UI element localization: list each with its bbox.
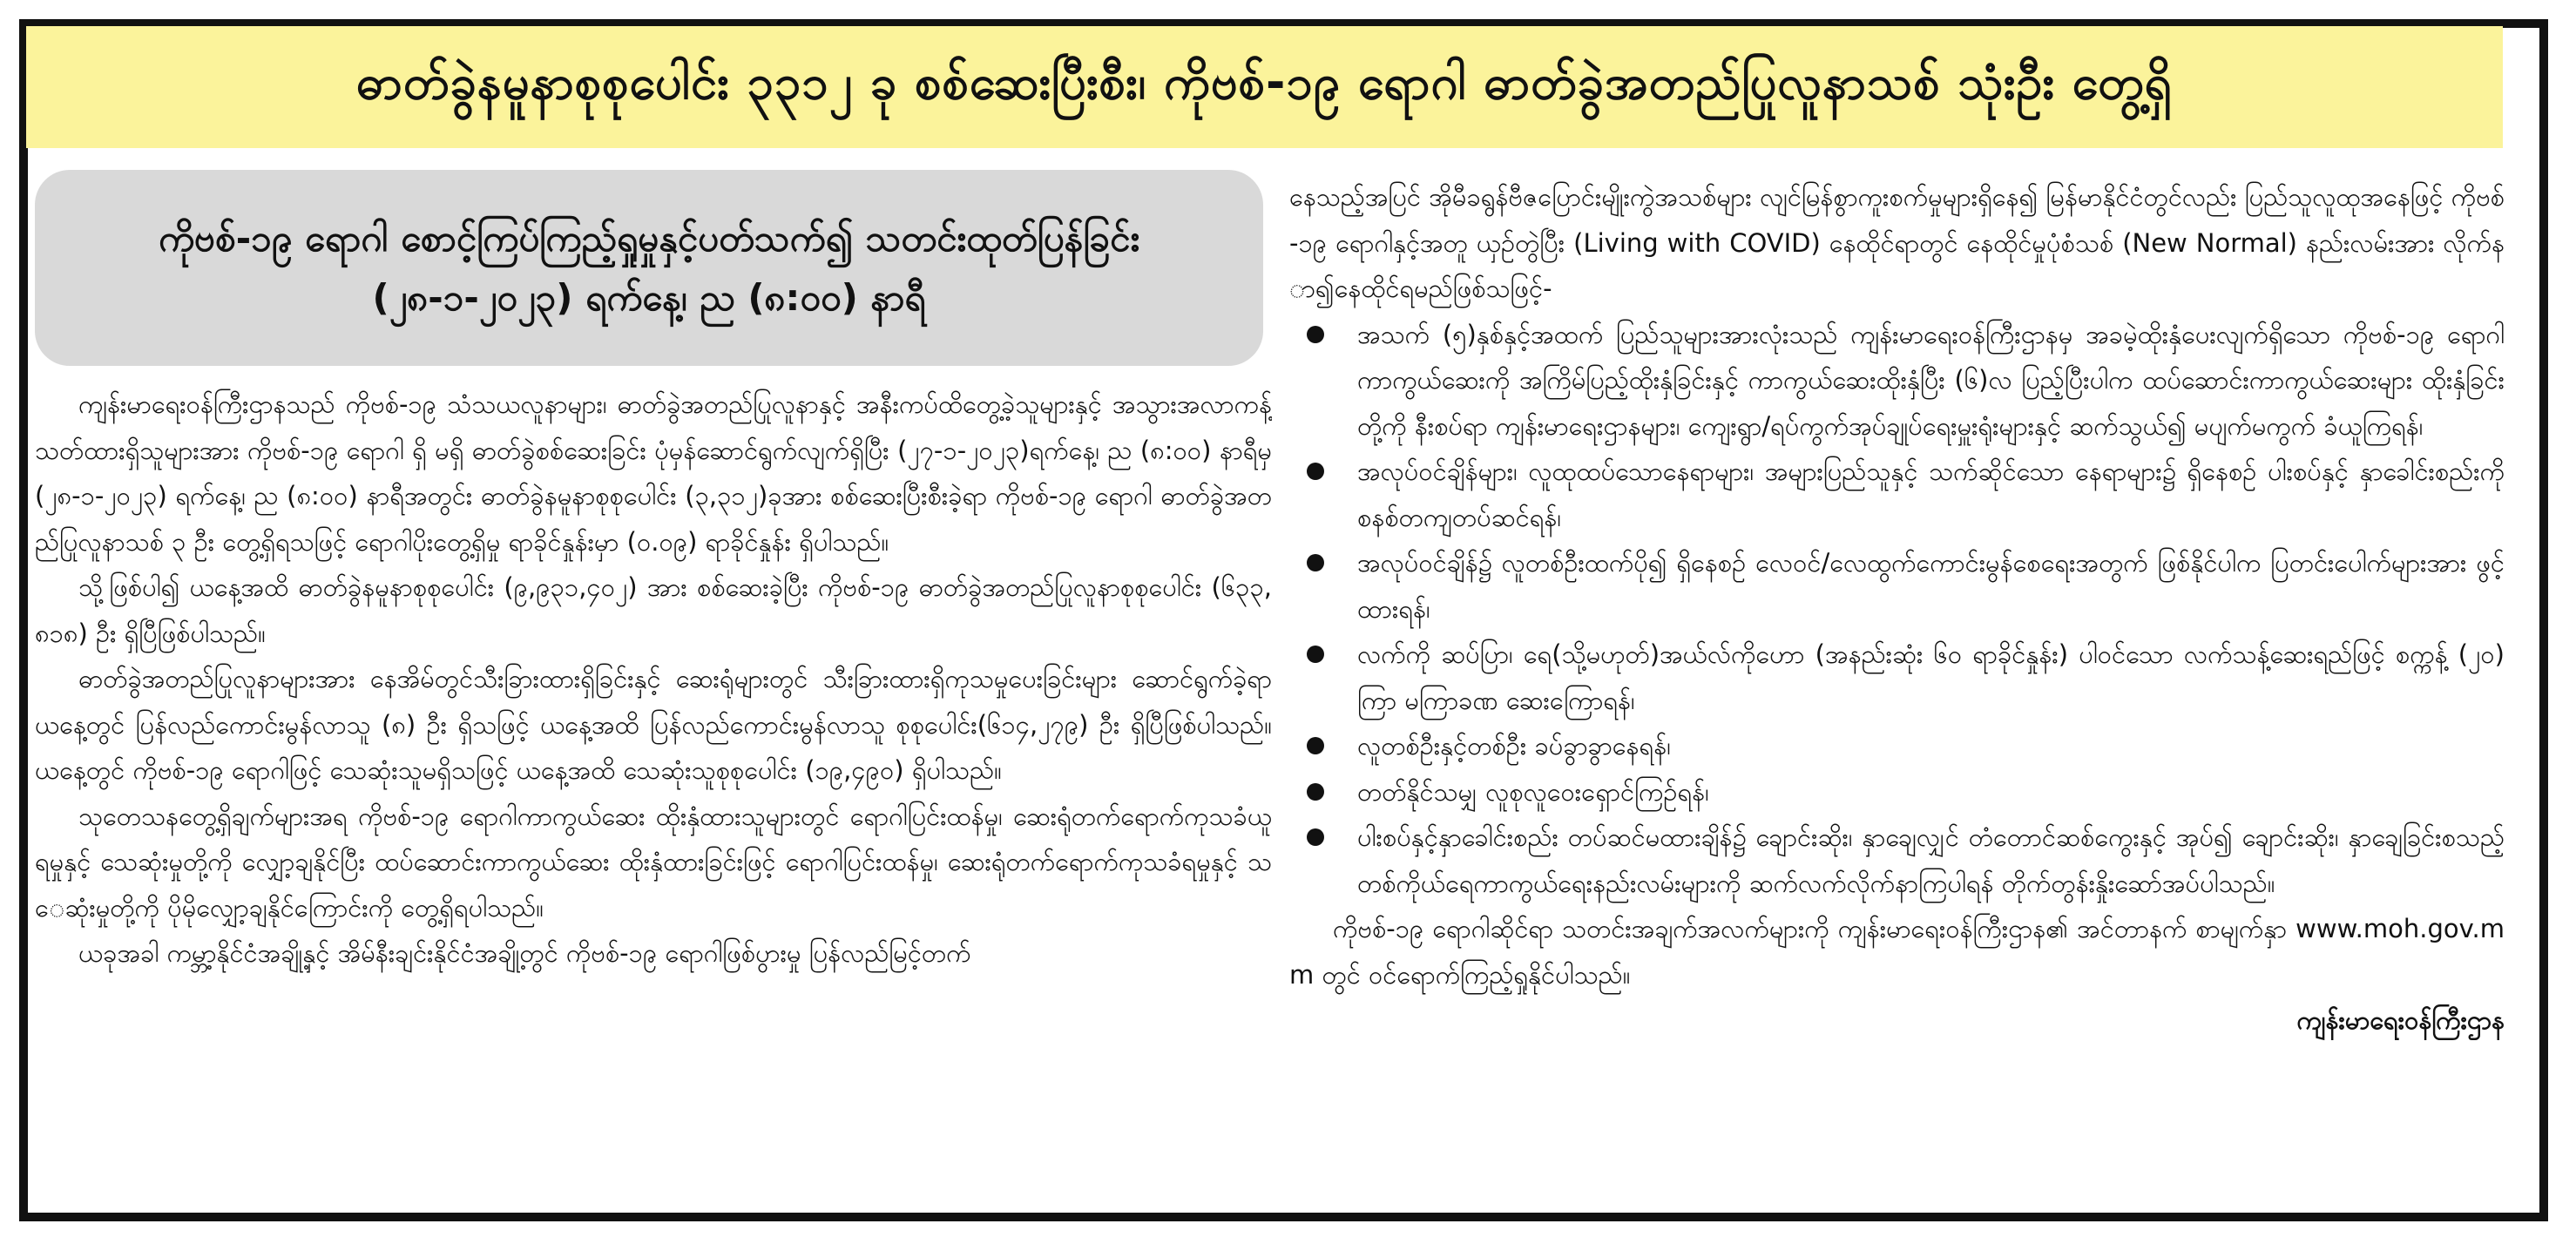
- guideline-list: [1289, 312, 2505, 907]
- signature-row: [1289, 997, 2505, 1044]
- bullet-icon: [1307, 783, 1324, 801]
- subheading-title: ကိုဗစ်-၁၉ ရောဂါ စောင့်ကြပ်ကြည့်ရှုမှုနှင့်ပတ်သက်၍ သတင်းထုတ်ပြန်ခြင်း: [159, 216, 1139, 260]
- headline-text: ဓာတ်ခွဲနမူနာစုစုပေါင်း ၃၃၁၂ ခု စစ်ဆေးပြီးစီး၊ ကိုဗစ်-၁၉ ရောဂါ ဓာတ်ခွဲအတည်ပြုလူနာသစ် သုံးဦး တွေ့ရှိ: [356, 54, 2173, 110]
- bullet-icon: [1307, 326, 1324, 343]
- list-item-text: ပါးစပ်နှင့်နှာခေါင်းစည်း တပ်ဆင်မထားချိန်၌ ချောင်းဆိုး၊ နှာချေလျှင် တံတောင်ဆစ်ကွေးနှင့် အုပ်၍ ချောင်းဆိုး၊ နှာချေခြင်းစသည့် တစ်ကိုယ်ရေကာကွယ်ရေးနည်းလမ်းများကို ဆက်လက်လိုက်နာကြပါရန် တိုက်တွန်းနှိုးဆော်အပ်ပါသည်။: [1357, 822, 2505, 898]
- paragraph-testing: ကျန်းမာရေးဝန်ကြီးဌာနသည် ကိုဗစ်-၁၉ သံသယလူနာများ၊ ဓာတ်ခွဲအတည်ပြုလူနာနှင့် အနီးကပ်ထိတွေ့ခဲ့သူများနှင့် အသွားအလာကန့်သတ်ထားရှိသူများအား ကိုဗစ်-၁၉ ရောဂါ ရှိ မရှိ ဓာတ်ခွဲစစ်ဆေးခြင်း ပုံမှန်ဆောင်ရွက်လျက်ရှိပြီး (၂၇-၁-၂၀၂၃)ရက်နေ့၊ ည (၈:၀၀) နာရီမှ (၂၈-၁-၂၀၂၃) ရက်နေ့၊ ည (၈:၀၀) နာရီအတွင်း ဓာတ်ခွဲနမူနာစုစုပေါင်း (၃,၃၁၂)ခုအား စစ်ဆေးပြီးစီးခဲ့ရာ ကိုဗစ်-၁၉ ရောဂါ ဓာတ်ခွဲအတည်ပြုလူနာသစ် ၃ ဦး တွေ့ရှိရသဖြင့် ရောဂါပိုးတွေ့ရှိမှု ရာခိုင်နှုန်းမှာ (၀.၀၉) ရာခိုင်နှုန်း ရှိပါသည်။: [35, 389, 1272, 557]
- list-item: [1289, 723, 2505, 769]
- list-item: [1289, 312, 2505, 450]
- bullet-icon: [1307, 463, 1324, 480]
- list-item-text: တတ်နိုင်သမျှ လူစုလူဝေးရှောင်ကြဉ်ရန်၊: [1357, 776, 1709, 807]
- paragraph-recoveries: ဓာတ်ခွဲအတည်ပြုလူနာများအား နေအိမ်တွင်သီးခြားထားရှိခြင်းနှင့် ဆေးရုံများတွင် သီးခြားထားရှိကုသမှုပေးခြင်းများ ဆောင်ရွက်ခဲ့ရာ ယနေ့တွင် ပြန်လည်ကောင်းမွန်လာသူ (၈) ဦး ရှိသဖြင့် ယနေ့အထိ ပြန်လည်ကောင်းမွန်လာသူ စုစုပေါင်း(၆၁၄,၂၇၉) ဦး ရှိပြီဖြစ်ပါသည်။ ယနေ့တွင် ကိုဗစ်-၁၉ ရောဂါဖြင့် သေဆုံးသူမရှိသဖြင့် ယနေ့အထိ သေဆုံးသူစုစုပေါင်း (၁၉,၄၉၀) ရှိပါသည်။: [35, 664, 1272, 785]
- list-item: [1289, 632, 2505, 723]
- list-item-text: အလုပ်ဝင်ချိန်၌ လူတစ်ဦးထက်ပို၍ ရှိနေစဉ် လေဝင်/လေထွက်ကောင်းမွန်စေရေးအတွက် ဖြစ်နိုင်ပါက ပြတင်းပေါက်များအား ဖွင့်ထားရန်၊: [1357, 548, 2505, 624]
- subheading-date: (၂၈-၁-၂၀၂၃) ရက်နေ့၊ ည (၈:၀၀) နာရီ: [372, 275, 926, 319]
- left-column: [35, 170, 1272, 1172]
- bullet-icon: [1307, 554, 1324, 571]
- signature: ကျန်းမာရေးဝန်ကြီးဌာန: [2296, 1005, 2505, 1035]
- list-item-text: လူတစ်ဦးနှင့်တစ်ဦး ခပ်ခွာခွာနေရန်၊: [1357, 731, 1671, 761]
- list-item: [1289, 769, 2505, 815]
- subheading-box: [35, 170, 1263, 366]
- paragraph-global: ယခုအခါ ကမ္ဘာ့နိုင်ငံအချို့နှင့် အိမ်နီးချင်းနိုင်ငံအချို့တွင် ကိုဗစ်-၁၉ ရောဂါဖြစ်ပွားမှု ပြန်လည်မြင့်တက်: [78, 938, 971, 968]
- paragraph-totals: သို့ဖြစ်ပါ၍ ယနေ့အထိ ဓာတ်ခွဲနမူနာစုစုပေါင်း (၉,၉၃၁,၄၀၂) အား စစ်ဆေးခဲ့ပြီး ကိုဗစ်-၁၉ ဓာတ်ခွဲအတည်ပြုလူနာစုစုပေါင်း (၆၃၃,၈၁၈) ဦး ရှိပြီဖြစ်ပါသည်။: [35, 572, 1272, 648]
- headline-banner: [26, 26, 2503, 148]
- left-body: [35, 382, 1272, 977]
- paragraph-continuation: နေသည့်အပြင် အိုမီခရွန်ဗီဇပြောင်းမျိုးကွဲအသစ်များ လျင်မြန်စွာကူးစက်မှုများရှိနေ၍ မြန်မာနိုင်ငံတွင်လည်း ပြည်သူလူထုအနေဖြင့် ကိုဗစ်-၁၉ ရောဂါနှင့်အတူ ယှဉ်တွဲပြီး (Living with COVID) နေထိုင်ရာတွင် နေထိုင်မှုပုံစံသစ် (New Normal) နည်းလမ်းအား လိုက်နာ၍နေထိုင်ရမည်ဖြစ်သဖြင့်-: [1289, 182, 2505, 303]
- list-item-text: အသက် (၅)နှစ်နှင့်အထက် ပြည်သူများအားလုံးသည် ကျန်းမာရေးဝန်ကြီးဌာနမှ အခမဲ့ထိုးနှံပေးလျက်ရှိသော ကိုဗစ်-၁၉ ရောဂါ ကာကွယ်ဆေးကို အကြိမ်ပြည့်ထိုးနှံခြင်းနှင့် ကာကွယ်ဆေးထိုးနှံပြီး (၆)လ ပြည့်ပြီးပါက ထပ်ဆောင်းကာကွယ်ဆေးများ ထိုးနှံခြင်းတို့ကို နီးစပ်ရာ ကျန်းမာရေးဌာနများ၊ ကျေးရွာ/ရပ်ကွက်အုပ်ချုပ်ရေးမှူးရုံးများနှင့် ဆက်သွယ်၍ မပျက်မကွက် ခံယူကြရန်၊: [1357, 319, 2505, 441]
- list-item-text: အလုပ်ဝင်ချိန်များ၊ လူထုထပ်သောနေရာများ၊ အများပြည်သူနှင့် သက်ဆိုင်သော နေရာများ၌ ရှိနေစဉ် ပါးစပ်နှင့် နှာခေါင်းစည်းကို စနစ်တကျတပ်ဆင်ရန်၊: [1357, 456, 2505, 532]
- bullet-icon: [1307, 828, 1324, 846]
- bullet-icon: [1307, 737, 1324, 754]
- right-column: [1289, 174, 2505, 1176]
- paragraph-closing: ကိုဗစ်-၁၉ ရောဂါဆိုင်ရာ သတင်းအချက်အလက်များကို ကျန်းမာရေးဝန်ကြီးဌာန၏ အင်တာနက် စာမျက်နှာ www.moh.gov.mm တွင် ဝင်ရောက်ကြည့်ရှုနိုင်ပါသည်။: [1289, 914, 2505, 990]
- bullet-icon: [1307, 646, 1324, 663]
- list-item-text: လက်ကို ဆပ်ပြာ၊ ရေ(သို့မဟုတ်)အယ်လ်ကိုဟော (အနည်းဆုံး ၆၀ ရာခိုင်နှုန်း) ပါဝင်သော လက်သန့်ဆေးရည်ဖြင့် စက္ကန့် (၂၀) ကြာ မကြာခဏ ဆေးကြောရန်၊: [1357, 639, 2505, 715]
- paragraph-research: သုတေသနတွေ့ရှိချက်များအရ ကိုဗစ်-၁၉ ရောဂါကာကွယ်ဆေး ထိုးနှံထားသူများတွင် ရောဂါပြင်းထန်မှု၊ ဆေးရုံတက်ရောက်ကုသခံယူရမှုနှင့် သေဆုံးမှုတို့ကို လျှော့ချနိုင်ပြီး ထပ်ဆောင်းကာကွယ်ဆေး ထိုးနှံထားခြင်းဖြင့် ရောဂါပြင်းထန်မှု၊ ဆေးရုံတက်ရောက်ကုသခံရမှုနှင့် သေဆုံးမှုတို့ကို ပိုမိုလျှော့ချနိုင်ကြောင်းကို တွေ့ရှိရပါသည်။: [35, 801, 1272, 923]
- list-item: [1289, 815, 2505, 906]
- list-item: [1289, 449, 2505, 540]
- list-item: [1289, 540, 2505, 632]
